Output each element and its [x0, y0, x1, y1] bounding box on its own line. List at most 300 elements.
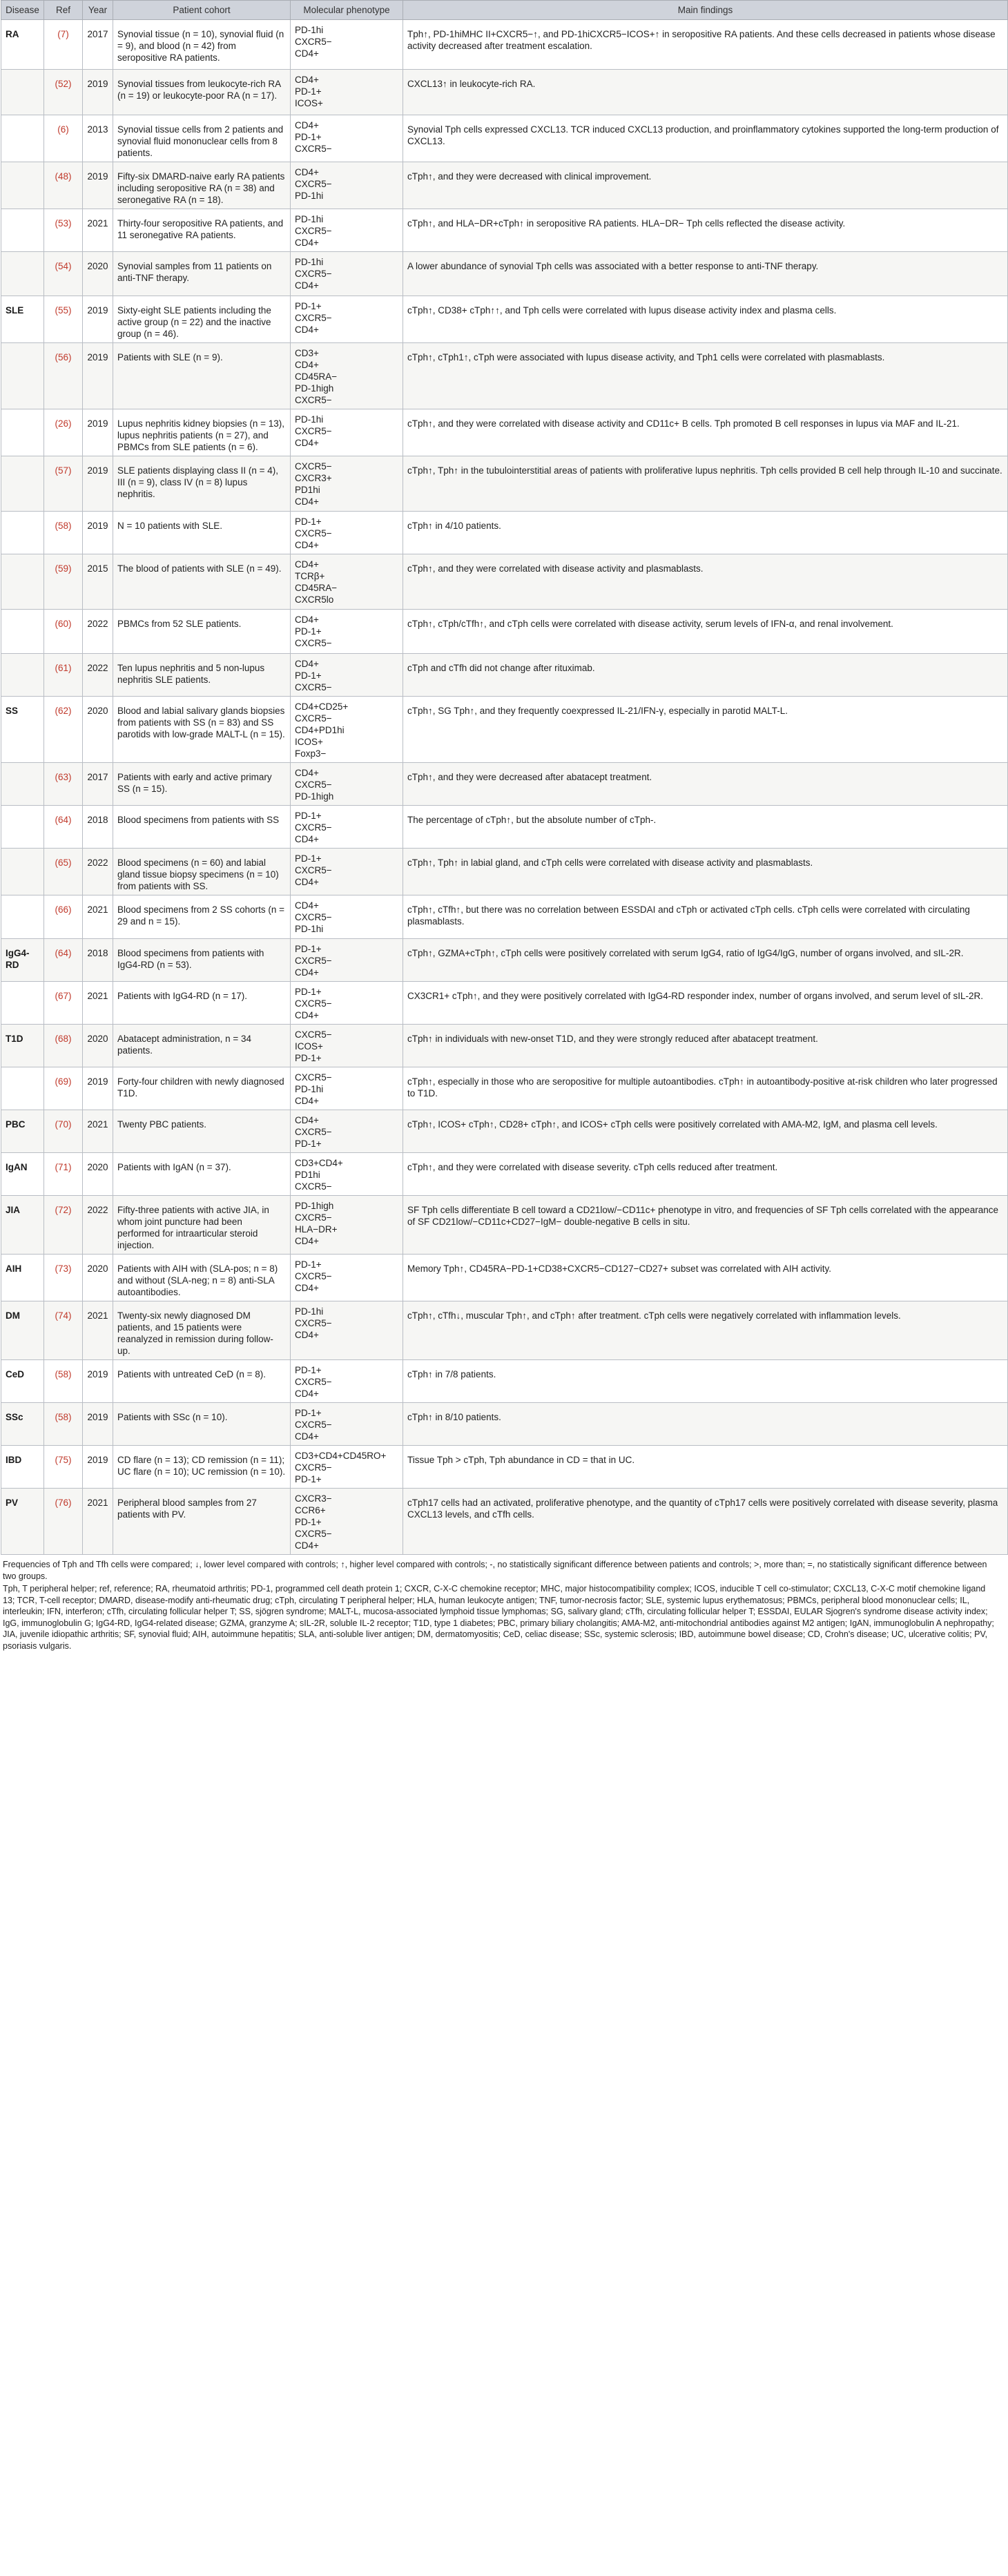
- cell-year: 2021: [83, 1110, 113, 1153]
- cell-disease: PBC: [1, 1110, 44, 1153]
- cell-patient-cohort: Synovial tissue (n = 10), synovial fluid (n = 9), and blood (n = 42) from seropositive RA patients.: [113, 20, 291, 70]
- phenotype-marker: CXCR5−: [295, 1029, 332, 1040]
- header-row: [1, 1, 1008, 20]
- phenotype-marker: CXCR5−: [295, 713, 332, 724]
- phenotype-marker: CXCR5−: [295, 37, 332, 47]
- phenotype-marker: CXCR3−: [295, 1493, 332, 1504]
- phenotype-marker: PD-1hi: [295, 924, 324, 934]
- cell-patient-cohort: Blood and labial salivary glands biopsies from patients with SS (n = 83) and SS parotids with low-grade MALT-L (n = 15).: [113, 697, 291, 763]
- cell-molecular-phenotype: [291, 20, 403, 70]
- table-body: [1, 20, 1008, 1555]
- phenotype-marker: CD4+CD25+: [295, 701, 349, 712]
- cell-main-findings: SF Tph cells differentiate B cell toward a CD21low/−CD11c+ phenotype in vitro, and frequencies of SF Tph cells correlated with the appearance of SF CD21low/−CD11c+CD27−IgM− double-negative B cells in situ.: [403, 1196, 1008, 1255]
- cell-disease: [1, 654, 44, 697]
- cell-molecular-phenotype: [291, 1067, 403, 1110]
- header-findings: Main findings: [403, 1, 1008, 20]
- cell-molecular-phenotype: [291, 982, 403, 1025]
- cell-patient-cohort: CD flare (n = 13); CD remission (n = 11); UC flare (n = 10); UC remission (n = 10).: [113, 1446, 291, 1489]
- phenotype-marker: PD-1hi: [295, 1084, 324, 1094]
- cell-main-findings: cTph↑, cTph/cTfh↑, and cTph cells were correlated with disease activity, serum levels of IFN-α, and renal involvement.: [403, 610, 1008, 654]
- cell-molecular-phenotype: [291, 1196, 403, 1255]
- header-year: Year: [83, 1, 113, 20]
- header-phenotype: Molecular phenotype: [291, 1, 403, 20]
- phenotype-marker: CD4+: [295, 614, 319, 625]
- cell-patient-cohort: Sixty-eight SLE patients including the active group (n = 22) and the inactive group (n = 46).: [113, 296, 291, 343]
- tph-studies-table: [1, 0, 1008, 1555]
- footnote-abbreviations: Tph, T peripheral helper; ref, reference; RA, rheumatoid arthritis; PD-1, programmed cell death protein 1; CXCR, C-X-C chemokine receptor; MHC, major histocompatibility complex; ICOS, inducible T cell co-stimulator; CXCL13, C-X-C motif chemokine ligand 13; TCR, T-cell receptor; DMARD, disease-modify anti-rheumatic drug; cTph, circulating T peripheral helper; HLA, human leukocyte antigen; TNF, tumor-necrosis factor; SLE, systemic lupus erythematosus; PBMCs, peripheral blood mononuclear cells; IL, interleukin; IFN, interferon; cTfh, circulating follicular helper T; SS, sjögren syndrome; MALT-L, mucosa-associated lymphoid tissue lymphomas; SG, salivary gland; cTfh, circulating follicular helper T; ESSDAI, EULAR Sjogren's syndrome disease activity index; IgG, immunoglobulin G; IgG4-RD, IgG4-related disease; GZMA, granzyme A; sIL-2R, soluble IL-2 receptor; T1D, type 1 diabetes; PBC, primary biliary cholangitis; AMA-M2, anti-mitochondrial antibodies against M2 antigen; IgAN, immunoglobulin A nephropathy; JIA, juvenile idiopathic arthritis; SF, synovial fluid; AIH, autoimmune hepatitis; SLA, anti-soluble liver antigen; DM, dermatomyositis; CeD, celiac disease; SSc, systemic sclerosis; IBD, autoimmune bowel disease; CD, Crohn's disease; UC, ulcerative colitis; PV, psoriasis vulgaris.: [3, 1584, 994, 1651]
- cell-reference: (63): [44, 763, 83, 806]
- cell-year: 2021: [83, 1489, 113, 1555]
- phenotype-marker: PD-1+: [295, 944, 322, 954]
- cell-patient-cohort: Blood specimens from patients with IgG4-RD (n = 53).: [113, 939, 291, 982]
- cell-molecular-phenotype: [291, 1489, 403, 1555]
- cell-reference: (74): [44, 1301, 83, 1360]
- phenotype-marker: CXCR5−: [295, 179, 332, 189]
- phenotype-marker: PD-1+: [295, 1139, 322, 1149]
- phenotype-marker: ICOS+: [295, 737, 323, 747]
- cell-patient-cohort: The blood of patients with SLE (n = 49).: [113, 554, 291, 610]
- phenotype-marker: CD4+: [295, 834, 319, 844]
- cell-patient-cohort: Blood specimens from patients with SS: [113, 806, 291, 849]
- cell-patient-cohort: Synovial tissue cells from 2 patients and synovial fluid mononuclear cells from 8 patients.: [113, 115, 291, 162]
- cell-reference: (58): [44, 1403, 83, 1446]
- cell-molecular-phenotype: [291, 209, 403, 252]
- cell-molecular-phenotype: [291, 895, 403, 939]
- phenotype-marker: CXCR5−: [295, 1271, 332, 1281]
- cell-reference: (75): [44, 1446, 83, 1489]
- header-disease: Disease: [1, 1, 44, 20]
- cell-reference: (72): [44, 1196, 83, 1255]
- cell-disease: [1, 1067, 44, 1110]
- cell-reference: (60): [44, 610, 83, 654]
- phenotype-marker: CXCR5lo: [295, 594, 334, 605]
- cell-molecular-phenotype: [291, 1403, 403, 1446]
- cell-disease: [1, 456, 44, 512]
- cell-disease: T1D: [1, 1025, 44, 1067]
- cell-disease: [1, 895, 44, 939]
- cell-patient-cohort: PBMCs from 52 SLE patients.: [113, 610, 291, 654]
- cell-main-findings: CXCL13↑ in leukocyte-rich RA.: [403, 70, 1008, 115]
- cell-year: 2022: [83, 849, 113, 895]
- cell-year: 2019: [83, 1403, 113, 1446]
- cell-main-findings: Synovial Tph cells expressed CXCL13. TCR induced CXCL13 production, and proinflammatory cytokines supported the long-term production of CXCL13.: [403, 115, 1008, 162]
- table-row: [1, 982, 1008, 1025]
- cell-year: 2017: [83, 763, 113, 806]
- phenotype-marker: CD4+: [295, 75, 319, 85]
- cell-disease: [1, 252, 44, 296]
- cell-molecular-phenotype: [291, 296, 403, 343]
- cell-year: 2021: [83, 1301, 113, 1360]
- header-ref: Ref: [44, 1, 83, 20]
- cell-patient-cohort: Twenty PBC patients.: [113, 1110, 291, 1153]
- cell-year: 2021: [83, 209, 113, 252]
- cell-patient-cohort: Patients with IgAN (n = 37).: [113, 1153, 291, 1196]
- phenotype-marker: Foxp3−: [295, 748, 327, 759]
- cell-year: 2021: [83, 895, 113, 939]
- cell-year: 2020: [83, 252, 113, 296]
- phenotype-marker: CXCR5−: [295, 956, 332, 966]
- cell-molecular-phenotype: [291, 1301, 403, 1360]
- cell-molecular-phenotype: [291, 806, 403, 849]
- cell-disease: JIA: [1, 1196, 44, 1255]
- cell-molecular-phenotype: [291, 115, 403, 162]
- phenotype-marker: PD1hi: [295, 1170, 320, 1180]
- phenotype-marker: CXCR5−: [295, 269, 332, 279]
- cell-patient-cohort: Patients with IgG4-RD (n = 17).: [113, 982, 291, 1025]
- cell-disease: [1, 849, 44, 895]
- cell-disease: PV: [1, 1489, 44, 1555]
- cell-patient-cohort: Synovial tissues from leukocyte-rich RA (n = 19) or leukocyte-poor RA (n = 17).: [113, 70, 291, 115]
- cell-reference: (53): [44, 209, 83, 252]
- phenotype-marker: CXCR5−: [295, 528, 332, 539]
- cell-main-findings: cTph↑, SG Tph↑, and they frequently coexpressed IL-21/IFN-γ, especially in parotid MALT-L.: [403, 697, 1008, 763]
- phenotype-marker: CXCR5−: [295, 144, 332, 154]
- phenotype-marker: HLA−DR+: [295, 1224, 338, 1234]
- phenotype-marker: CXCR5−: [295, 682, 332, 693]
- cell-reference: (48): [44, 162, 83, 209]
- table-row: [1, 1153, 1008, 1196]
- cell-main-findings: A lower abundance of synovial Tph cells was associated with a better response to anti-TNF therapy.: [403, 252, 1008, 296]
- cell-main-findings: cTph↑, cTph1↑, cTph were associated with lupus disease activity, and Tph1 cells were correlated with plasmablasts.: [403, 343, 1008, 409]
- phenotype-marker: PD-1+: [295, 1053, 322, 1063]
- cell-patient-cohort: Abatacept administration, n = 34 patients.: [113, 1025, 291, 1067]
- cell-reference: (56): [44, 343, 83, 409]
- cell-reference: (64): [44, 806, 83, 849]
- cell-molecular-phenotype: [291, 1025, 403, 1067]
- phenotype-marker: CD4+: [295, 967, 319, 978]
- phenotype-marker: PD-1hi: [295, 1306, 324, 1317]
- cell-year: 2019: [83, 1067, 113, 1110]
- phenotype-marker: CD4+: [295, 238, 319, 248]
- cell-reference: (58): [44, 512, 83, 554]
- cell-main-findings: cTph↑, Tph↑ in labial gland, and cTph cells were correlated with disease activity and plasmablasts.: [403, 849, 1008, 895]
- cell-main-findings: cTph↑ in 7/8 patients.: [403, 1360, 1008, 1403]
- table-row: [1, 343, 1008, 409]
- cell-year: 2019: [83, 70, 113, 115]
- phenotype-marker: PD-1high: [295, 1201, 334, 1211]
- phenotype-marker: CD4+: [295, 325, 319, 335]
- cell-main-findings: cTph↑ in 8/10 patients.: [403, 1403, 1008, 1446]
- phenotype-marker: PD-1+: [295, 1365, 322, 1375]
- cell-disease: [1, 115, 44, 162]
- phenotype-marker: PD-1+: [295, 132, 322, 142]
- phenotype-marker: CXCR5−: [295, 779, 332, 790]
- phenotype-marker: CD4+: [295, 438, 319, 448]
- cell-reference: (64): [44, 939, 83, 982]
- cell-molecular-phenotype: [291, 654, 403, 697]
- cell-year: 2022: [83, 654, 113, 697]
- phenotype-marker: CXCR3+: [295, 473, 332, 483]
- phenotype-marker: CD4+: [295, 877, 319, 887]
- cell-disease: SSc: [1, 1403, 44, 1446]
- phenotype-marker: CXCR5−: [295, 313, 332, 323]
- cell-patient-cohort: Fifty-six DMARD-naive early RA patients including seropositive RA (n = 38) and seronegative RA (n = 18).: [113, 162, 291, 209]
- table-row: [1, 763, 1008, 806]
- phenotype-marker: PD-1+: [295, 1517, 322, 1527]
- cell-main-findings: cTph↑, especially in those who are seropositive for multiple autoantibodies. cTph↑ in autoantibody-positive at-risk children who later progressed to T1D.: [403, 1067, 1008, 1110]
- table-row: [1, 895, 1008, 939]
- cell-year: 2017: [83, 20, 113, 70]
- cell-patient-cohort: Blood specimens (n = 60) and labial gland tissue biopsy specimens (n = 10) from patients with SS.: [113, 849, 291, 895]
- phenotype-marker: ICOS+: [295, 1041, 323, 1052]
- cell-main-findings: cTph↑, and they were decreased with clinical improvement.: [403, 162, 1008, 209]
- table-row: [1, 1403, 1008, 1446]
- cell-main-findings: CX3CR1+ cTph↑, and they were positively correlated with IgG4-RD responder index, number of organs involved, and serum level of sIL-2R.: [403, 982, 1008, 1025]
- table-row: [1, 162, 1008, 209]
- cell-main-findings: Tph↑, PD-1hiMHC II+CXCR5−↑, and PD-1hiCXCR5−ICOS+↑ in seropositive RA patients. And these cells decreased in patients whose disease activity decreased after treatment escalation.: [403, 20, 1008, 70]
- cell-patient-cohort: Patients with SLE (n = 9).: [113, 343, 291, 409]
- phenotype-marker: PD-1+: [295, 987, 322, 997]
- phenotype-marker: CXCR5−: [295, 461, 332, 472]
- cell-molecular-phenotype: [291, 512, 403, 554]
- cell-molecular-phenotype: [291, 456, 403, 512]
- cell-year: 2019: [83, 512, 113, 554]
- cell-molecular-phenotype: [291, 162, 403, 209]
- cell-patient-cohort: Patients with SSc (n = 10).: [113, 1403, 291, 1446]
- cell-reference: (65): [44, 849, 83, 895]
- cell-main-findings: cTph↑ in individuals with new-onset T1D, and they were strongly reduced after abatacept treatment.: [403, 1025, 1008, 1067]
- phenotype-marker: PD-1+: [295, 301, 322, 311]
- cell-reference: (55): [44, 296, 83, 343]
- table-row: [1, 1255, 1008, 1301]
- cell-molecular-phenotype: [291, 70, 403, 115]
- cell-patient-cohort: Thirty-four seropositive RA patients, and 11 seronegative RA patients.: [113, 209, 291, 252]
- cell-patient-cohort: Blood specimens from 2 SS cohorts (n = 29 and n = 15).: [113, 895, 291, 939]
- table-row: [1, 209, 1008, 252]
- phenotype-marker: CD4+: [295, 540, 319, 550]
- phenotype-marker: CXCR5−: [295, 912, 332, 922]
- phenotype-marker: PD-1+: [295, 853, 322, 864]
- footnote-symbols: Frequencies of Tph and Tfh cells were compared; ↓, lower level compared with controls; ↑, higher level compared with controls; -, no statistically significant difference between patients and controls; >, more than; =, no statistically significant difference between two groups.: [3, 1560, 987, 1581]
- phenotype-marker: CD3+CD4+CD45RO+: [295, 1451, 387, 1461]
- phenotype-marker: CD4+: [295, 48, 319, 59]
- phenotype-marker: CXCR5−: [295, 822, 332, 833]
- header-cohort: Patient cohort: [113, 1, 291, 20]
- cell-reference: (59): [44, 554, 83, 610]
- cell-year: 2019: [83, 456, 113, 512]
- phenotype-marker: CD4+: [295, 1283, 319, 1293]
- cell-patient-cohort: Lupus nephritis kidney biopsies (n = 13), lupus nephritis patients (n = 27), and PBMCs from SLE patients (n = 6).: [113, 409, 291, 456]
- table-row: [1, 610, 1008, 654]
- phenotype-marker: CXCR5−: [295, 226, 332, 236]
- cell-patient-cohort: Synovial samples from 11 patients on anti-TNF therapy.: [113, 252, 291, 296]
- table-row: [1, 20, 1008, 70]
- cell-patient-cohort: Peripheral blood samples from 27 patients with PV.: [113, 1489, 291, 1555]
- table-row: [1, 806, 1008, 849]
- cell-year: 2020: [83, 697, 113, 763]
- cell-molecular-phenotype: [291, 763, 403, 806]
- cell-main-findings: cTph↑, Tph↑ in the tubulointerstitial areas of patients with proliferative lupus nephritis. Tph cells provided B cell help through IL-10 and succinate.: [403, 456, 1008, 512]
- cell-main-findings: Memory Tph↑, CD45RA−PD-1+CD38+CXCR5−CD127−CD27+ subset was correlated with AIH activity.: [403, 1255, 1008, 1301]
- cell-year: 2019: [83, 1360, 113, 1403]
- phenotype-marker: CD45RA−: [295, 371, 338, 382]
- cell-disease: [1, 554, 44, 610]
- cell-main-findings: cTph↑, cTfh↑, but there was no correlation between ESSDAI and cTph or activated cTph cells. cTph cells were correlated with circulating plasmablasts.: [403, 895, 1008, 939]
- phenotype-marker: CD4+: [295, 659, 319, 669]
- cell-main-findings: cTph and cTfh did not change after rituximab.: [403, 654, 1008, 697]
- phenotype-marker: CD4+: [295, 1115, 319, 1125]
- phenotype-marker: PD-1hi: [295, 25, 324, 35]
- cell-patient-cohort: Fifty-three patients with active JIA, in whom joint puncture had been performed for intraarticular steroid injection.: [113, 1196, 291, 1255]
- phenotype-marker: PD1hi: [295, 485, 320, 495]
- cell-main-findings: cTph↑, and they were decreased after abatacept treatment.: [403, 763, 1008, 806]
- cell-reference: (67): [44, 982, 83, 1025]
- cell-year: 2020: [83, 1025, 113, 1067]
- phenotype-marker: CXCR5−: [295, 395, 332, 405]
- phenotype-marker: CXCR5−: [295, 638, 332, 648]
- cell-molecular-phenotype: [291, 1446, 403, 1489]
- phenotype-marker: PD-1hi: [295, 191, 324, 201]
- cell-year: 2019: [83, 296, 113, 343]
- table-row: [1, 654, 1008, 697]
- cell-disease: CeD: [1, 1360, 44, 1403]
- cell-molecular-phenotype: [291, 409, 403, 456]
- cell-disease: [1, 982, 44, 1025]
- table-row: [1, 409, 1008, 456]
- table-row: [1, 1067, 1008, 1110]
- phenotype-marker: PD-1+: [295, 1408, 322, 1418]
- cell-year: 2019: [83, 409, 113, 456]
- cell-year: 2015: [83, 554, 113, 610]
- cell-disease: RA: [1, 20, 44, 70]
- cell-disease: IgG4-RD: [1, 939, 44, 982]
- cell-year: 2020: [83, 1255, 113, 1301]
- cell-disease: [1, 512, 44, 554]
- phenotype-marker: TCRβ+: [295, 571, 325, 581]
- cell-year: 2022: [83, 1196, 113, 1255]
- cell-patient-cohort: Patients with untreated CeD (n = 8).: [113, 1360, 291, 1403]
- phenotype-marker: CXCR5−: [295, 1529, 332, 1539]
- cell-molecular-phenotype: [291, 343, 403, 409]
- cell-main-findings: cTph↑, and they were correlated with disease activity and plasmablasts.: [403, 554, 1008, 610]
- phenotype-marker: CD4+: [295, 768, 319, 778]
- phenotype-marker: CD4+PD1hi: [295, 725, 345, 735]
- table-row: [1, 296, 1008, 343]
- cell-reference: (66): [44, 895, 83, 939]
- cell-reference: (68): [44, 1025, 83, 1067]
- cell-patient-cohort: N = 10 patients with SLE.: [113, 512, 291, 554]
- cell-reference: (76): [44, 1489, 83, 1555]
- phenotype-marker: CXCR5−: [295, 998, 332, 1009]
- phenotype-marker: PD-1hi: [295, 414, 324, 425]
- table-row: [1, 70, 1008, 115]
- cell-main-findings: cTph↑, and they were correlated with disease severity. cTph cells reduced after treatment.: [403, 1153, 1008, 1196]
- table-row: [1, 697, 1008, 763]
- cell-patient-cohort: Patients with AIH with (SLA-pos; n = 8) and without (SLA-neg; n = 8) anti-SLA autoantibodies.: [113, 1255, 291, 1301]
- cell-reference: (73): [44, 1255, 83, 1301]
- cell-patient-cohort: Forty-four children with newly diagnosed T1D.: [113, 1067, 291, 1110]
- phenotype-marker: CXCR5−: [295, 1420, 332, 1430]
- phenotype-marker: CCR6+: [295, 1505, 326, 1515]
- phenotype-marker: CD4+: [295, 1010, 319, 1020]
- phenotype-marker: CD4+: [295, 360, 319, 370]
- cell-main-findings: cTph↑, CD38+ cTph↑↑, and Tph cells were correlated with lupus disease activity index and plasma cells.: [403, 296, 1008, 343]
- phenotype-marker: CD4+: [295, 1236, 319, 1246]
- table-row: [1, 456, 1008, 512]
- cell-molecular-phenotype: [291, 1153, 403, 1196]
- cell-disease: IBD: [1, 1446, 44, 1489]
- phenotype-marker: CD4+: [295, 1388, 319, 1399]
- cell-patient-cohort: Patients with early and active primary SS (n = 15).: [113, 763, 291, 806]
- cell-main-findings: cTph17 cells had an activated, proliferative phenotype, and the quantity of cTph17 cells were positively correlated with disease severity, plasma CXCL13 levels, and cTfh cells.: [403, 1489, 1008, 1555]
- phenotype-marker: CD4+: [295, 900, 319, 911]
- phenotype-marker: CD4+: [295, 496, 319, 507]
- cell-disease: [1, 70, 44, 115]
- cell-year: 2013: [83, 115, 113, 162]
- cell-molecular-phenotype: [291, 849, 403, 895]
- phenotype-marker: CXCR5−: [295, 1181, 332, 1192]
- phenotype-marker: CD4+: [295, 167, 319, 177]
- cell-molecular-phenotype: [291, 1255, 403, 1301]
- phenotype-marker: CD3+CD4+: [295, 1158, 343, 1168]
- cell-year: 2022: [83, 610, 113, 654]
- phenotype-marker: ICOS+: [295, 98, 323, 108]
- phenotype-marker: CXCR5−: [295, 1462, 332, 1473]
- cell-patient-cohort: SLE patients displaying class II (n = 4), III (n = 9), class IV (n = 8) lupus nephritis.: [113, 456, 291, 512]
- cell-reference: (61): [44, 654, 83, 697]
- cell-reference: (7): [44, 20, 83, 70]
- cell-year: 2019: [83, 162, 113, 209]
- phenotype-marker: PD-1+: [295, 626, 322, 637]
- cell-reference: (69): [44, 1067, 83, 1110]
- table-row: [1, 849, 1008, 895]
- phenotype-marker: CD4+: [295, 120, 319, 130]
- phenotype-marker: CXCR5−: [295, 1072, 332, 1083]
- phenotype-marker: CD4+: [295, 1096, 319, 1106]
- table-row: [1, 512, 1008, 554]
- cell-disease: DM: [1, 1301, 44, 1360]
- cell-molecular-phenotype: [291, 1110, 403, 1153]
- phenotype-marker: CXCR5−: [295, 1127, 332, 1137]
- cell-molecular-phenotype: [291, 610, 403, 654]
- phenotype-marker: CD4+: [295, 1540, 319, 1551]
- table-row: [1, 939, 1008, 982]
- table-row: [1, 1446, 1008, 1489]
- phenotype-marker: CD4+: [295, 1330, 319, 1340]
- cell-disease: [1, 209, 44, 252]
- cell-main-findings: cTph↑ in 4/10 patients.: [403, 512, 1008, 554]
- phenotype-marker: PD-1+: [295, 811, 322, 821]
- phenotype-marker: PD-1+: [295, 1259, 322, 1270]
- cell-disease: [1, 343, 44, 409]
- cell-reference: (58): [44, 1360, 83, 1403]
- cell-reference: (57): [44, 456, 83, 512]
- cell-reference: (52): [44, 70, 83, 115]
- cell-disease: SLE: [1, 296, 44, 343]
- cell-disease: [1, 806, 44, 849]
- phenotype-marker: PD-1+: [295, 86, 322, 97]
- cell-year: 2020: [83, 1153, 113, 1196]
- cell-main-findings: Tissue Tph > cTph, Tph abundance in CD = that in UC.: [403, 1446, 1008, 1489]
- cell-year: 2019: [83, 1446, 113, 1489]
- phenotype-marker: CD4+: [295, 1431, 319, 1442]
- cell-patient-cohort: Ten lupus nephritis and 5 non-lupus nephritis SLE patients.: [113, 654, 291, 697]
- cell-molecular-phenotype: [291, 939, 403, 982]
- phenotype-marker: PD-1hi: [295, 257, 324, 267]
- phenotype-marker: PD-1hi: [295, 214, 324, 224]
- phenotype-marker: CXCR5−: [295, 426, 332, 436]
- table-row: [1, 115, 1008, 162]
- cell-year: 2021: [83, 982, 113, 1025]
- table-footnote: [3, 1559, 997, 1652]
- table-row: [1, 252, 1008, 296]
- cell-reference: (26): [44, 409, 83, 456]
- table-row: [1, 1489, 1008, 1555]
- phenotype-marker: CD4+: [295, 559, 319, 570]
- phenotype-marker: CXCR5−: [295, 1377, 332, 1387]
- cell-reference: (70): [44, 1110, 83, 1153]
- phenotype-marker: CXCR5−: [295, 1318, 332, 1328]
